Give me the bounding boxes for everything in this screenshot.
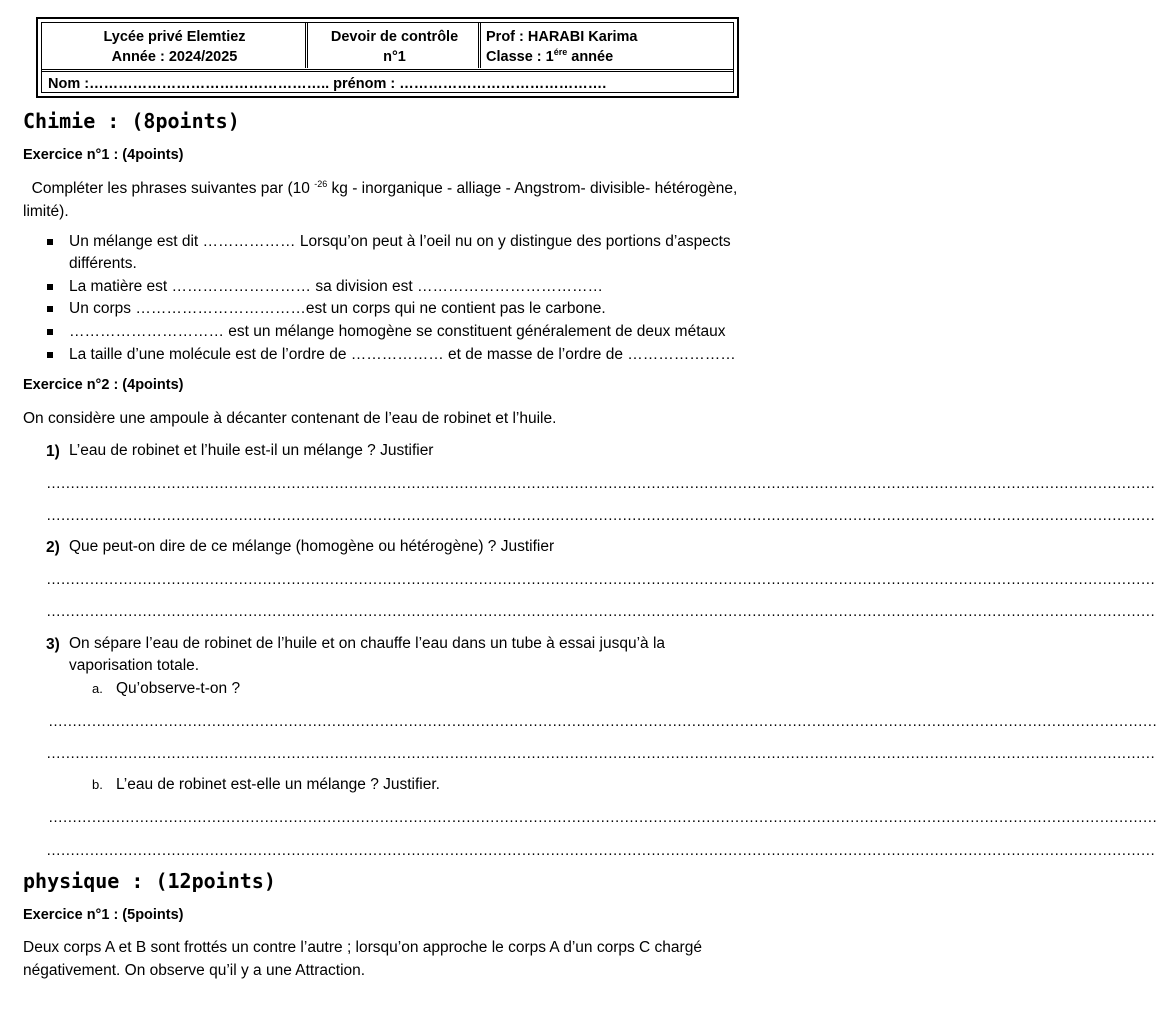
- sub-question-a: Qu’observe-t-on ?: [116, 680, 241, 697]
- class-suffix: année: [567, 49, 614, 65]
- answer-line: ……………………………………………………………………………………………………………………………………………………………………………………………………………: [48, 809, 1157, 826]
- header-separator: [42, 69, 733, 72]
- student-name-line: Nom :………………………………………….. prénom : …………………………………….: [48, 76, 607, 92]
- teacher-cell: [486, 23, 736, 68]
- physique-ex1-title: Exercice n°1 : (5points): [23, 907, 184, 923]
- teacher-name: Prof : HARABI Karima: [486, 29, 638, 45]
- chimie-ex2-intro: On considère une ampoule à décanter contenant de l’eau de robinet et l’huile.: [23, 410, 557, 427]
- chimie-ex1-title: Exercice n°1 : (4points): [23, 147, 184, 163]
- question-2: Que peut-on dire de ce mélange (homogène ou hétérogène) ? Justifier: [69, 538, 555, 555]
- class-prefix: Classe : 1: [486, 49, 554, 65]
- sub-question-label: a.: [92, 681, 103, 696]
- answer-line: ……………………………………………………………………………………………………………………………………………………………………………………………………………: [46, 603, 1155, 620]
- sub-question-label: b.: [92, 777, 103, 792]
- intro-part-a: Compléter les phrases suivantes par (10: [23, 180, 315, 197]
- class-sup: ére: [553, 47, 568, 57]
- class-level: [486, 47, 736, 67]
- exam-number: n°1: [383, 49, 406, 65]
- school-cell: [44, 23, 308, 68]
- chimie-ex2-title: Exercice n°2 : (4points): [23, 377, 184, 393]
- answer-line: ……………………………………………………………………………………………………………………………………………………………………………………………………………: [46, 571, 1155, 588]
- chimie-ex1-intro: [23, 177, 753, 223]
- exam-title: Devoir de contrôle: [330, 29, 459, 45]
- answer-line: ……………………………………………………………………………………………………………………………………………………………………………………………………………: [46, 507, 1155, 524]
- answer-line: ……………………………………………………………………………………………………………………………………………………………………………………………………………: [46, 475, 1155, 492]
- answer-line: ……………………………………………………………………………………………………………………………………………………………………………………………………………: [46, 745, 1155, 762]
- intro-exponent: -26: [314, 179, 328, 189]
- answer-line: ……………………………………………………………………………………………………………………………………………………………………………………………………………: [46, 842, 1155, 859]
- bullet-item: Un mélange est dit ……………… Lorsqu’on peut à l’oeil nu on y distingue des portions d’aspects différents.: [69, 231, 749, 275]
- bullet-item: Un corps ……………………………est un corps qui ne contient pas le carbone.: [69, 298, 749, 320]
- question-1: L’eau de robinet et l’huile est-il un mélange ? Justifier: [69, 442, 434, 459]
- school-year: Année : 2024/2025: [111, 49, 238, 65]
- sub-question-b: L’eau de robinet est-elle un mélange ? Justifier.: [116, 776, 440, 793]
- question-number: 1): [46, 443, 60, 460]
- intro-part-b: kg - inorganique - alliage - Angstrom- divisible- hétérogène, limité).: [23, 180, 742, 220]
- bullet-item: La taille d’une molécule est de l’ordre de ……………… et de masse de l’ordre de …………………: [69, 344, 749, 366]
- chimie-title: Chimie : (8points): [23, 109, 240, 133]
- header-inner-frame: [41, 22, 734, 93]
- header-box: [36, 17, 739, 98]
- physique-title: physique : (12points): [23, 869, 276, 893]
- school-name: Lycée privé Elemtiez: [103, 29, 246, 45]
- question-number: 2): [46, 539, 60, 556]
- question-number: 3): [46, 636, 60, 653]
- answer-line: ……………………………………………………………………………………………………………………………………………………………………………………………………………: [48, 713, 1157, 730]
- bullet-item: La matière est ……………………… sa division est ………………………………: [69, 276, 749, 298]
- bullet-item: ………………………… est un mélange homogène se constituent généralement de deux métaux: [69, 321, 749, 343]
- exam-cell: [311, 23, 481, 68]
- question-3: On sépare l’eau de robinet de l’huile et on chauffe l’eau dans un tube à essai jusqu’à la vaporisation totale.: [69, 635, 666, 674]
- physique-ex1-text: Deux corps A et B sont frottés un contre l’autre ; lorsqu’on approche le corps A d’un corps C chargé négativement. On observe qu’il y a une Attraction.: [23, 939, 702, 979]
